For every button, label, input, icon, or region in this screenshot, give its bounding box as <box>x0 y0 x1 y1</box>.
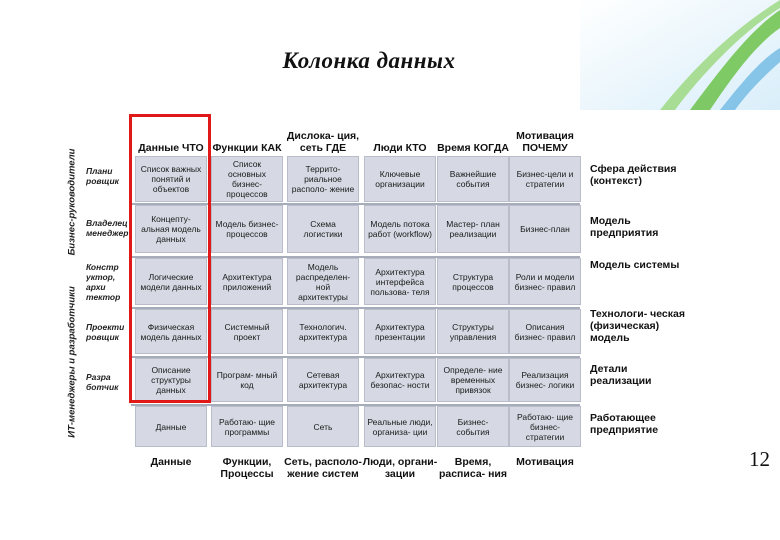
perspective-label-detail: Детали реализации <box>590 363 652 387</box>
footer-how: Функции, Процессы <box>220 456 274 480</box>
cell-system-when: Структура процессов <box>437 258 509 305</box>
cell-detail-where: Сетевая архитектура <box>287 358 359 402</box>
row-label-scope: Плани ровщик <box>86 166 119 186</box>
perspective-label-technology: Технологи- ческая (физическая) модель <box>590 308 685 344</box>
cell-enterprise-who: Модель потока работ (workflow) <box>364 205 436 253</box>
column-header-what: Данные ЧТО <box>138 142 204 154</box>
slide-title: Колонка данных <box>282 48 456 73</box>
footer-where: Сеть, располо- жение систем <box>284 456 362 480</box>
row-label-technology: Проекти ровщик <box>86 322 125 342</box>
perspective-label-system: Модель системы <box>590 259 680 271</box>
cell-detail-what: Описание структуры данных <box>135 358 207 402</box>
page-number: 12 <box>749 447 770 471</box>
perspective-label-enterprise: Модель предприятия <box>590 215 659 239</box>
cell-enterprise-where: Схема логистики <box>287 205 359 253</box>
row-separator <box>131 404 580 406</box>
cell-functioning-who: Реальные люди, организа- ции <box>364 406 436 447</box>
footer-who: Люди, органи- зации <box>362 456 438 480</box>
cell-detail-how: Програм- мный код <box>211 358 283 402</box>
cell-functioning-why: Работаю- щие бизнес- стратегии <box>509 406 581 447</box>
column-header-who: Люди КТО <box>373 142 427 154</box>
footer-why: Мотивация <box>516 456 574 468</box>
cell-functioning-where: Сеть <box>287 406 359 447</box>
column-header-when: Время КОГДА <box>437 142 509 154</box>
perspective-label-functioning: Работающее предприятие <box>590 412 659 436</box>
cell-functioning-how: Работаю- щие программы <box>211 406 283 447</box>
perspective-label-scope: Сфера действия (контекст) <box>590 163 677 187</box>
cell-scope-what: Список важных понятий и объектов <box>135 156 207 202</box>
footer-what: Данные <box>150 456 192 468</box>
cell-enterprise-when: Мастер- план реализации <box>437 205 509 253</box>
cell-detail-why: Реализация бизнес- логики <box>509 358 581 402</box>
cell-functioning-what: Данные <box>135 406 207 447</box>
column-header-how: Функции КАК <box>212 142 282 154</box>
footer-when: Время, расписа- ния <box>438 456 508 480</box>
cell-scope-why: Бизнес-цели и стратегии <box>509 156 581 202</box>
cell-enterprise-why: Бизнес-план <box>509 205 581 253</box>
cell-detail-who: Архитектура безопас- ности <box>364 358 436 402</box>
cell-technology-how: Системный проект <box>211 309 283 354</box>
cell-technology-what: Физическая модель данных <box>135 309 207 354</box>
row-label-detail: Разра ботчик <box>86 372 119 392</box>
cell-scope-who: Ключевые организации <box>364 156 436 202</box>
cell-system-who: Архитектура интерфейса пользова- теля <box>364 258 436 305</box>
cell-enterprise-what: Концепту- альная модель данных <box>135 205 207 253</box>
cell-scope-how: Список основных бизнес- процессов <box>211 156 283 202</box>
cell-technology-why: Описания бизнес- правил <box>509 309 581 354</box>
cell-detail-when: Определе- ние временных привязок <box>437 358 509 402</box>
row-label-system: Констр уктор, архи тектор <box>86 262 121 302</box>
cell-system-where: Модель распределен- ной архитектуры <box>287 258 359 305</box>
cell-technology-when: Структуры управления <box>437 309 509 354</box>
cell-functioning-when: Бизнес- события <box>437 406 509 447</box>
data-column-highlight <box>129 114 211 403</box>
column-header-where: Дислока- ция, сеть ГДЕ <box>286 130 360 154</box>
cell-system-what: Логические модели данных <box>135 258 207 305</box>
cell-technology-who: Архитектура презентации <box>364 309 436 354</box>
column-header-why: Мотивация ПОЧЕМУ <box>516 130 574 154</box>
cell-technology-where: Технологич. архитектура <box>287 309 359 354</box>
cell-scope-where: Террито- риальное располо- жение <box>287 156 359 202</box>
row-label-enterprise: Владелец менеджер <box>86 218 129 238</box>
cell-system-why: Роли и модели бизнес- правил <box>509 258 581 305</box>
cell-scope-when: Важнейшие события <box>437 156 509 202</box>
cell-system-how: Архитектура приложений <box>211 258 283 305</box>
cell-enterprise-how: Модель бизнес- процессов <box>211 205 283 253</box>
